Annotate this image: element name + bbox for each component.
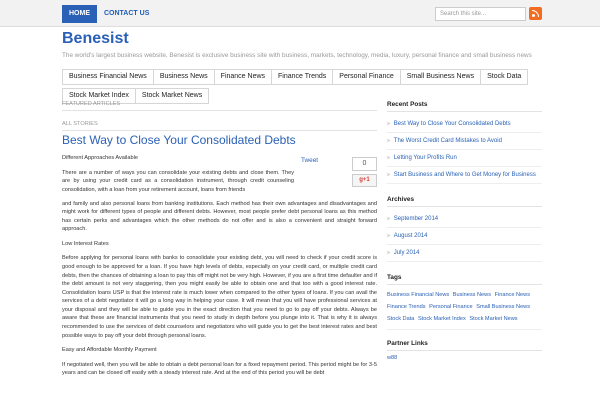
archive-item[interactable] <box>387 211 542 228</box>
tag-link[interactable]: Finance Trends <box>387 304 426 310</box>
main-nav-item[interactable]: Stock Data <box>480 69 528 85</box>
recent-post-item[interactable] <box>387 116 542 133</box>
main-nav-item[interactable]: Stock Market Index <box>62 88 135 104</box>
main-nav-item[interactable]: Business Financial News <box>62 69 153 85</box>
recent-posts-list <box>387 116 542 184</box>
article-heading: Easy and Affordable Monthly Payment <box>62 347 157 354</box>
tag-link[interactable]: Stock Market Index <box>417 316 466 322</box>
tags-title: Tags <box>387 274 542 285</box>
recent-post-item[interactable] <box>387 133 542 150</box>
site-tagline: The world's largest business website, Benesist is exclusive business site with business, markets, technology, media, luxury, personal finance and small business news <box>62 52 532 59</box>
article-paragraph: Before applying for personal loans with banks to consolidate your existing debt, you will need to check if your credit score is good enough to be approved for a loan. If you have high levels of debts, especially on your credit card, or multiple credit card debts, then the chances of obtaining a loan to pay this off might not be very high. However, if you are a first time defaulter and if the debt amount is not very staggering, then you might easily be able to obtain one and that too with a good interest rate. Consolidation loans USP is that the interest rate is much lower when compared to the other types of loans. If you can avail the services of a debt negotiator it will go a long way in helping your case. It will mean that you will have professional services at your disposal and they will be able to guide you in the exact direction that you need to go to pay off your debts. Always be aware that these are financial instruments that you need to study in depth before you plunge into it. That is why it is always recommended to use the services of debt counselors and negotiators who will guide you to get the best interest rates and best possible ways to pay off your debt through personal loans. <box>62 255 377 339</box>
tag-link[interactable]: Business Financial News <box>387 292 450 298</box>
recent-post-link[interactable]: Best Way to Close Your Consolidated Debts <box>393 121 511 127</box>
recent-posts-title: Recent Posts <box>387 101 542 112</box>
nav-home-link[interactable]: HOME <box>62 5 97 23</box>
top-nav <box>62 5 156 23</box>
main-nav-item[interactable]: Finance Trends <box>271 69 332 85</box>
featured-articles-label: FEATURED ARTICLES <box>62 101 377 111</box>
recent-post-item[interactable] <box>387 150 542 167</box>
top-bar <box>0 0 600 27</box>
recent-post-link[interactable]: Letting Your Profits Run <box>393 155 457 161</box>
archive-link[interactable]: August 2014 <box>393 233 428 239</box>
main-nav-item[interactable]: Stock Market News <box>135 88 209 104</box>
recent-post-link[interactable]: The Worst Credit Card Mistakes to Avoid <box>393 138 502 144</box>
main-nav-item[interactable]: Finance News <box>214 69 271 85</box>
archive-item[interactable] <box>387 245 542 262</box>
recent-post-link[interactable]: Start Business and Where to Get Money for Business <box>393 172 536 178</box>
rss-icon[interactable] <box>529 7 542 20</box>
archive-item[interactable] <box>387 228 542 245</box>
bullet-icon: » <box>387 121 390 127</box>
article-paragraph: and family and also personal loans from banking institutions. Each method has their own advantages and disadvantages and might work for different types of people and different debts. However, most people prefer debt personal loans as this method has certain perks and advantages which the other methods do not offer and is also a convenient and straight forward approach. <box>62 200 377 233</box>
bullet-icon: » <box>387 250 390 256</box>
main-nav-item[interactable]: Small Business News <box>400 69 480 85</box>
article-paragraph: There are a number of ways you can consolidate your existing debts and close them. They are by using your credit card as a consolidation instrument, through credit counseling consolidation, with a loan from your retirement account, loans from friends <box>62 169 294 193</box>
main-nav-item[interactable]: Personal Finance <box>332 69 399 85</box>
all-stories-label: ALL STORIES <box>62 121 377 131</box>
archive-link[interactable]: September 2014 <box>393 216 439 222</box>
bullet-icon: » <box>387 155 390 161</box>
site-title[interactable]: Benesist <box>62 30 129 47</box>
partner-link[interactable]: w88 <box>387 355 398 361</box>
bullet-icon: » <box>387 216 390 222</box>
archives-title: Archives <box>387 196 542 207</box>
sidebar <box>387 101 542 361</box>
tag-link[interactable]: Small Business News <box>476 304 531 310</box>
tweet-button[interactable]: Tweet <box>301 157 319 164</box>
tag-link[interactable]: Finance News <box>494 292 531 298</box>
google-plus-button[interactable]: g+1 <box>352 174 377 187</box>
main-nav-item[interactable]: Business News <box>153 69 214 85</box>
share-count: 0 <box>352 157 377 171</box>
article-heading: Different Approaches Available <box>62 155 138 161</box>
tag-cloud <box>387 289 542 330</box>
tag-link[interactable]: Stock Market News <box>469 316 518 322</box>
archive-link[interactable]: July 2014 <box>393 250 420 256</box>
article-heading: Low Interest Rates <box>62 240 109 247</box>
tag-link[interactable]: Stock Data <box>387 316 415 322</box>
post-title[interactable]: Best Way to Close Your Consolidated Debts <box>62 133 296 147</box>
bullet-icon: » <box>387 138 390 144</box>
partner-links-title: Partner Links <box>387 340 542 351</box>
bullet-icon: » <box>387 233 390 239</box>
article-paragraph: If negotiated well, then you will be able to obtain a debt personal loan for a fixed repayment period. This period might be for 3-5 years and can be closed off easily with a steady interest rate. And at the end of this period you will be debt <box>62 361 377 377</box>
tag-link[interactable]: Business News <box>452 292 491 298</box>
recent-post-item[interactable] <box>387 167 542 184</box>
main-nav-row-1 <box>62 69 542 85</box>
nav-contact-link[interactable]: CONTACT US <box>104 10 150 17</box>
article-body <box>62 154 377 384</box>
tag-link[interactable]: Personal Finance <box>429 304 473 310</box>
search-input[interactable]: Search this site... <box>435 7 526 21</box>
archives-list <box>387 211 542 262</box>
bullet-icon: » <box>387 172 390 178</box>
